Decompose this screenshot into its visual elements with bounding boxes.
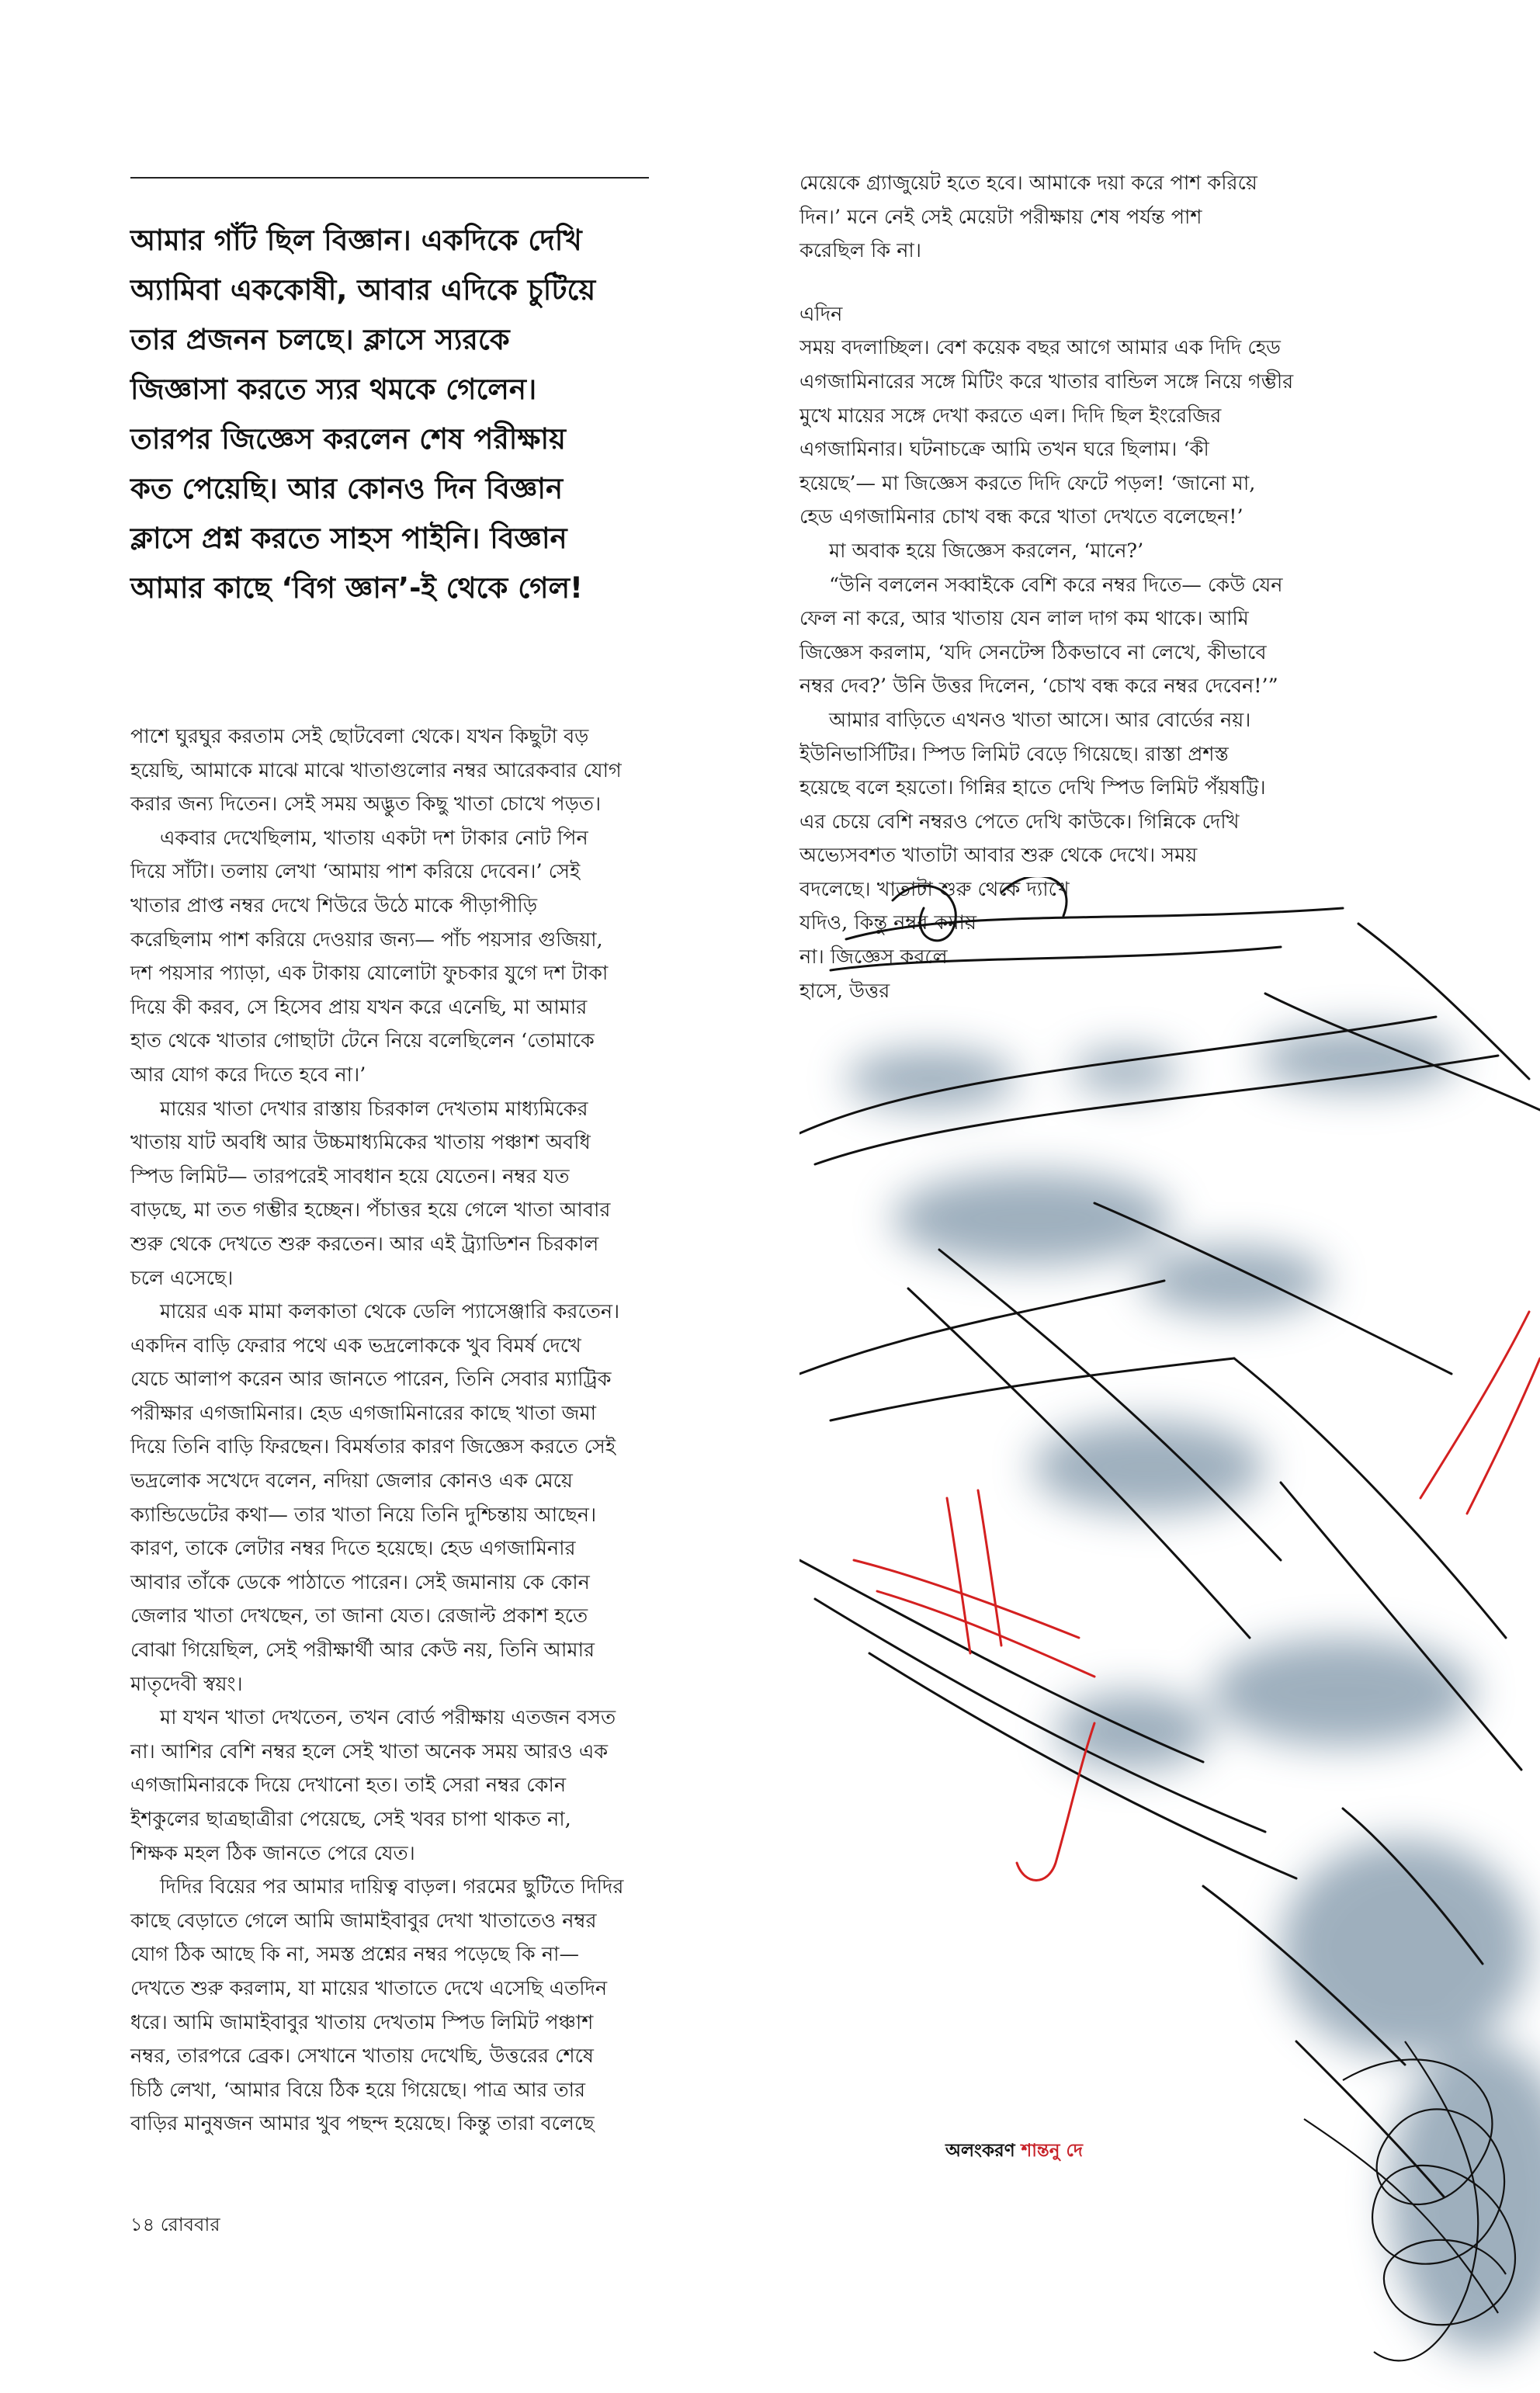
left-text-column: [130, 720, 751, 2142]
body-line: সময় বদলাচ্ছিল। বেশ কয়েক বছর আগে আমার এক দিদি হেড: [799, 336, 1281, 360]
body-line: বোঝা গিয়েছিল, সেই পরীক্ষার্থী আর কেউ নয়, তিনি আমার: [130, 1639, 595, 1663]
body-line: মুখে মায়ের সঙ্গে দেখা করতে এল। দিদি ছিল ইংরেজির: [799, 404, 1222, 428]
body-line: না। জিজ্ঞেস করলে: [799, 945, 948, 969]
pull-quote-line: আমার গাঁট ছিল বিজ্ঞান। একদিকে দেখি: [130, 224, 582, 257]
body-line: যোগ ঠিক আছে কি না, সমস্ত প্রশ্নের নম্বর পড়েছে কি না—: [130, 1943, 579, 1967]
body-line: শিক্ষক মহল ঠিক জানতে পেরে যেত।: [130, 1841, 415, 1865]
page-folio: ১৪ রোববার: [130, 2214, 220, 2235]
body-line: বাড়ছে, মা তত গম্ভীর হচ্ছেন। পঁচাত্তর হয়ে গেলে খাতা আবার: [130, 1198, 611, 1223]
header-rule: [130, 177, 649, 179]
body-line: এগজামিনারের সঙ্গে মিটিং করে খাতার বান্ডিল সঙ্গে নিয়ে গম্ভীর: [799, 369, 1294, 394]
pull-quote-line: জিজ্ঞাসা করতে স্যর থমকে গেলেন।: [130, 373, 537, 406]
body-line: দিয়ে কী করব, সে হিসেব প্রায় যখন করে এনেছি, মা আমার: [130, 995, 588, 1019]
body-line: স্পিড লিমিট— তারপরেই সাবধান হয়ে যেতেন। নম্বর যত: [130, 1164, 570, 1188]
body-line: বদলেছে। খাতাটা শুরু থেকে দ্যাখে: [799, 877, 1070, 901]
body-line: আর যোগ করে দিতে হবে না।’: [130, 1063, 366, 1087]
body-line: চিঠি লেখা, ‘আমার বিয়ে ঠিক হয়ে গিয়েছে। পাত্র আর তার: [130, 2078, 585, 2102]
body-line: মায়ের খাতা দেখার রাস্তায় চিরকাল দেখতাম মাধ্যমিকের: [160, 1097, 588, 1121]
pull-quote: [130, 216, 674, 613]
body-line: করেছিলাম পাশ করিয়ে দেওয়ার জন্য— পাঁচ পয়সার গুজিয়া,: [130, 928, 603, 952]
pull-quote-line: ক্লাসে প্রশ্ন করতে সাহস পাইনি। বিজ্ঞান: [130, 522, 567, 555]
pull-quote-line: তার প্রজনন চলছে। ক্লাসে স্যরকে: [130, 323, 510, 356]
pull-quote-line: আমার কাছে ‘বিগ জ্ঞান’-ই থেকে গেল!: [130, 571, 583, 605]
body-line: চলে এসেছে।: [130, 1266, 234, 1290]
pull-quote-line: তারপর জিজ্ঞেস করলেন শেষ পরীক্ষায়: [130, 422, 566, 456]
body-line: দিদির বিয়ের পর আমার দায়িত্ব বাড়ল। গরমের ছুটিতে দিদির: [160, 1875, 624, 1899]
body-line: ধরে। আমি জামাইবাবুর খাতায় দেখতাম স্পিড লিমিট পঞ্চাশ: [130, 2010, 594, 2034]
body-line: নম্বর, তারপরে ব্রেক। সেখানে খাতায় দেখেছি, উত্তরের শেষে: [130, 2044, 594, 2069]
body-line: হাত থেকে খাতার গোছাটা টেনে নিয়ে বলেছিলেন ‘তোমাকে: [130, 1029, 595, 1053]
body-line: হয়েছি, আমাকে মাঝে মাঝে খাতাগুলোর নম্বর আরেকবার যোগ: [130, 758, 622, 782]
body-line: মাতৃদেবী স্বয়ং।: [130, 1672, 243, 1696]
body-line: বাড়ির মানুষজন আমার খুব পছন্দ হয়েছে। কিন্তু তারা বলেছে: [130, 2112, 595, 2136]
body-line: হয়েছে’— মা জিজ্ঞেস করতে দিদি ফেটে পড়ল! ‘জানো মা,: [799, 471, 1256, 495]
body-line: খাতায় যাট অবধি আর উচ্চমাধ্যমিকের খাতায় পঞ্চাশ অবধি: [130, 1131, 591, 1155]
body-line: অভ্যেসবশত খাতাটা আবার শুরু থেকে দেখে। সময়: [799, 844, 1198, 868]
sketch-illustration: [799, 877, 1540, 2393]
body-line: দিন।’ মনে নেই সেই মেয়েটা পরীক্ষায় শেষ পর্যন্ত পাশ: [799, 205, 1202, 229]
body-line: নম্বর দেব?’ উনি উত্তর দিলেন, ‘চোখ বন্ধ করে নম্বর দেবেন!’”: [799, 675, 1278, 699]
body-line: এগজামিনারকে দিয়ে দেখানো হত। তাই সেরা নম্বর কোন: [130, 1774, 567, 1798]
body-line: “উনি বললেন সব্বাইকে বেশি করে নম্বর দিতে— কেউ যেন: [829, 573, 1283, 597]
body-line: এর চেয়ে বেশি নম্বরও পেতে দেখি কাউকে। গিন্নিকে দেখি: [799, 810, 1240, 834]
body-line: ইশকুলের ছাত্রছাত্রীরা পেয়েছে, সেই খবর চাপা থাকত না,: [130, 1808, 571, 1831]
credit-artist: শান্তনু দে: [1021, 2141, 1083, 2161]
body-line: আমার বাড়িতে এখনও খাতা আসে। আর বোর্ডের নয়।: [829, 708, 1251, 732]
body-line: একদিন বাড়ি ফেরার পথে এক ভদ্রলোককে খুব বিমর্ষ দেখে: [130, 1333, 581, 1358]
body-line: হয়েছে বলে হয়তো। গিন্নির হাতে দেখি স্পিড লিমিট পঁয়ষট্টি।: [799, 776, 1266, 800]
section-heading: এদিন: [799, 302, 843, 326]
body-line: হেড এগজামিনার চোখ বন্ধ করে খাতা দেখতে বলেছেন!’: [799, 505, 1243, 529]
body-line: দিয়ে তিনি বাড়ি ফিরছেন। বিমর্ষতার কারণ জিজ্ঞেস করতে সেই: [130, 1435, 616, 1459]
body-line: কাছে বেড়াতে গেলে আমি জামাইবাবুর দেখা খাতাতেও নম্বর: [130, 1909, 597, 1933]
body-line: পরীক্ষার এগজামিনার। হেড এগজামিনারের কাছে খাতা জমা: [130, 1401, 597, 1425]
body-line: একবার দেখেছিলাম, খাতায় একটা দশ টাকার নোট পিন: [160, 826, 588, 850]
body-line: জেলার খাতা দেখছেন, তা জানা যেত। রেজাল্ট প্রকাশ হতে: [130, 1604, 588, 1628]
body-line: মেয়েকে গ্র্যাজুয়েট হতে হবে। আমাকে দয়া করে পাশ করিয়ে: [799, 172, 1257, 195]
body-line: খাতার প্রাপ্ত নম্বর দেখে শিউরে উঠে মাকে পীড়াপীড়ি: [130, 893, 538, 917]
credit-label: অলংকরণ: [945, 2141, 1015, 2161]
body-line: কারণ, তাকে লেটার নম্বর দিতে হয়েছে। হেড এগজামিনার: [130, 1537, 576, 1561]
body-line: ক্যান্ডিডেটের কথা— তার খাতা নিয়ে তিনি দুশ্চিন্তায় আছেন।: [130, 1503, 597, 1527]
body-line: দিয়ে সাঁটা। তলায় লেখা ‘আমায় পাশ করিয়ে দেবেন।’ সেই: [130, 860, 581, 884]
illustration-credit: [945, 2136, 1083, 2166]
body-line: পাশে ঘুরঘুর করতাম সেই ছোটবেলা থেকে। যখন কিছুটা বড়: [130, 725, 589, 748]
pull-quote-line: অ্যামিবা এককোষী, আবার এদিকে চুটিয়ে: [130, 273, 596, 307]
body-line: আবার তাঁকে ডেকে পাঠাতে পারেন। সেই জমানায় কে কোন: [130, 1570, 590, 1594]
body-line: মা যখন খাতা দেখতেন, তখন বোর্ড পরীক্ষায় এতজন বসত: [160, 1706, 616, 1730]
red-correction-marks: [854, 1312, 1540, 1881]
body-line: ইউনিভার্সিটির। স্পিড লিমিট বেড়ে গিয়েছে। রাস্তা প্রশস্ত: [799, 742, 1229, 766]
pull-quote-line: কত পেয়েছি। আর কোনও দিন বিজ্ঞান: [130, 472, 564, 505]
body-line: ফেল না করে, আর খাতায় যেন লাল দাগ কম থাকে। আমি: [799, 607, 1249, 631]
body-line: করেছিল কি না।: [799, 239, 921, 263]
body-line: শুরু থেকে দেখতে শুরু করতেন। আর এই ট্র্যাডিশন চিরকাল: [130, 1232, 599, 1256]
body-line: করার জন্য দিতেন। সেই সময় অদ্ভুত কিছু খাতা চোখে পড়ত।: [130, 792, 602, 817]
body-line: দেখতে শুরু করলাম, যা মায়ের খাতাতে দেখে এসেছি এতদিন: [130, 1976, 608, 2000]
body-line: হাসে, উত্তর: [799, 979, 890, 1003]
body-line: মায়ের এক মামা কলকাতা থেকে ডেলি প্যাসেঞ্জারি করতেন।: [160, 1300, 620, 1324]
body-line: না। আশির বেশি নম্বর হলে সেই খাতা অনেক সময় আরও এক: [130, 1739, 609, 1764]
body-line: জিজ্ঞেস করলাম, ‘যদি সেনটেন্স ঠিকভাবে না লেখে, কীভাবে: [799, 640, 1267, 664]
body-line: এগজামিনার। ঘটনাচক্রে আমি তখন ঘরে ছিলাম। ‘কী: [799, 438, 1209, 462]
body-line: যদিও, কিন্তু নম্বর কমায়: [799, 911, 976, 935]
body-line: দশ পয়সার প্যাড়া, এক টাকায় যোলোটা ফুচকার যুগে দশ টাকা: [130, 962, 609, 986]
body-line: মা অবাক হয়ে জিজ্ঞেস করলেন, ‘মানে?’: [829, 539, 1144, 563]
body-line: ভদ্রলোক সখেদে বলেন, নদিয়া জেলার কোনও এক মেয়ে: [130, 1469, 573, 1493]
body-line: যেচে আলাপ করেন আর জানতে পারেন, তিনি সেবার ম্যাট্রিক: [130, 1368, 612, 1392]
